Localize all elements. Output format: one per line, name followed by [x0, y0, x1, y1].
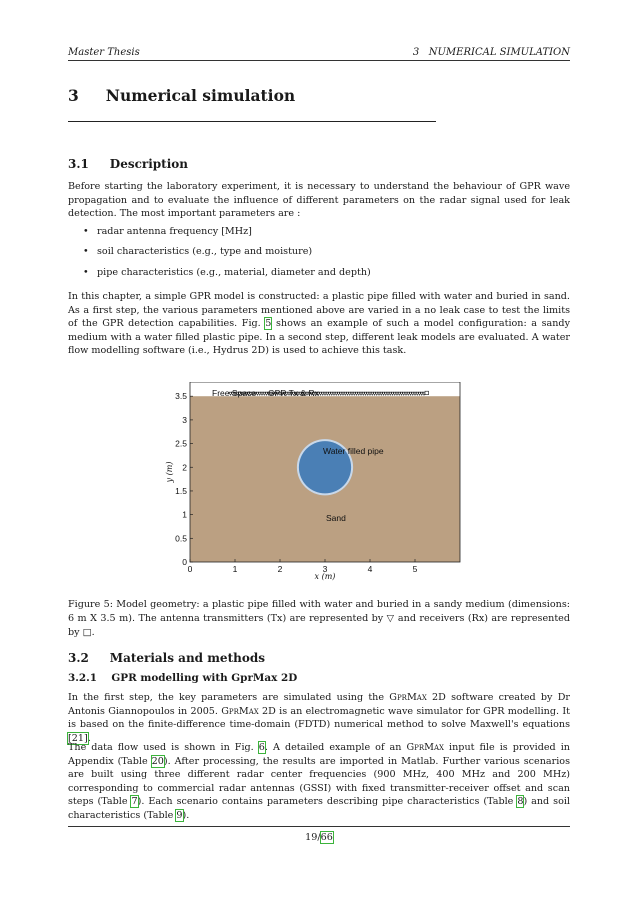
table-reference-link[interactable]: 7	[131, 796, 138, 808]
para-text: ).	[182, 809, 190, 821]
y-tick-label: 2.5	[175, 438, 187, 449]
para-text: ) and soil characteristics (Table	[68, 796, 570, 821]
subsection-number: 3.2.1	[68, 672, 97, 684]
section-heading-description	[68, 157, 188, 171]
x-tick-label: 3	[322, 564, 328, 574]
y-tick-label: 0.5	[175, 533, 187, 544]
paragraph-chapter-overview	[68, 290, 570, 358]
chapter-title	[68, 86, 295, 105]
paragraph-data-flow	[68, 741, 570, 823]
y-tick-label: 3	[182, 414, 187, 425]
pipe-label: Water filled pipe	[323, 446, 384, 456]
figure-caption: Figure 5: Model geometry: a plastic pipe filled with water and buried in a sandy medium (dimensions: 6 m X 3.5 m). The antenna transmitters (Tx) are represented by ▽ and receivers (Rx) are represented by □.	[68, 599, 570, 638]
figure-reference-link[interactable]: 6	[258, 742, 265, 753]
para-text: ). Each scenario contains parameters describing pipe characteristics (Table	[137, 796, 518, 808]
para-text: . A detailed example of an	[264, 742, 407, 753]
para-text: 2D software created by Dr Antonis Giannopoulos in 2005.	[68, 692, 570, 717]
citation-link[interactable]: [21]	[68, 732, 88, 744]
para-text: 2D is an electromagnetic wave simulator for GPR modelling. It is based on the finite-difference time-domain (FDTD) numerical method to solve Maxwell's equations	[68, 705, 570, 731]
para-text: ). After processing, the results are imported in Matlab. Further various scenarios are built using three different radar center frequencies (900 MHz, 400 MHz and 200 MHz) corresponding to commercial radar antennas (GSSI) with fixed transmitter-receiver offset and scan steps (Table	[68, 755, 570, 808]
para-text: .	[87, 732, 91, 744]
y-axis-label: y (m)	[165, 461, 174, 483]
table-reference-link[interactable]: 9	[176, 809, 183, 821]
y-tick-label: 1.5	[175, 485, 187, 496]
x-axis-label: x (m)	[314, 572, 336, 581]
para-text: In this chapter, a simple GPR model is constructed: a plastic pipe filled with water and buried in sand. As a first step, the various parameters mentioned above are varied in a no leak case to test the limits of the GPR detection capabilities. Fig.	[68, 291, 570, 330]
section-number: 3.1	[68, 157, 89, 171]
running-header-left: Master Thesis	[68, 47, 140, 58]
subsection-title: GPR modelling with GprMax 2D	[111, 672, 298, 684]
software-name: GprMax	[389, 692, 427, 703]
section-number: 3.2	[68, 651, 89, 665]
page-number: 19/66	[305, 832, 333, 843]
paragraph-intro: Before starting the laboratory experiment, it is necessary to understand the behaviour of GPR wave propagation and to evaluate the influence of different parameters on the radar signal used for leak detection. The most important parameters are :	[68, 181, 570, 220]
chapter-title-text: Numerical simulation	[105, 86, 296, 105]
bullet-item: • pipe characteristics (e.g., material, diameter and depth)	[83, 267, 371, 278]
table-reference-link[interactable]: 20	[151, 755, 164, 767]
section-title: Description	[109, 157, 188, 171]
y-tick-label: 3.5	[175, 391, 187, 402]
section-heading-materials	[68, 651, 265, 665]
subsection-heading-gprmax	[68, 672, 297, 684]
para-text: In the first step, the key parameters are simulated using the	[68, 692, 390, 703]
para-text: input file is provided in Appendix (Table	[68, 742, 570, 767]
table-reference-link[interactable]: 8	[517, 796, 524, 808]
paragraph-gprmax-intro	[68, 691, 570, 745]
chapter-rule	[68, 121, 436, 122]
sand-label: Sand	[326, 513, 346, 523]
x-tick-label: 5	[412, 564, 418, 574]
chapter-number: 3	[68, 86, 79, 105]
current-page: 19	[305, 832, 318, 843]
free-space-label: Free Space	[212, 388, 256, 398]
para-text: shows an example of such a model configuration: a sandy medium with a water filled plastic pipe. In a second step, different leak models are evaluated. A water flow modelling software (i.e., Hydrus 2D) is used to achieve this task.	[68, 318, 570, 357]
x-tick-label: 4	[367, 564, 373, 574]
gpr-antenna-label: GPR Tx & Rx	[268, 388, 319, 398]
y-tick-label: 2	[182, 462, 187, 473]
section-title: Materials and methods	[109, 651, 265, 665]
software-name: GprMax	[221, 705, 259, 717]
footer-rule	[68, 826, 570, 827]
x-tick-label: 2	[277, 564, 283, 574]
figure-model-geometry	[150, 382, 470, 587]
bullet-text: radar antenna frequency [MHz]	[97, 226, 252, 237]
x-tick-label: 0	[187, 564, 193, 574]
bullet-text: soil characteristics (e.g., type and moisture)	[97, 246, 313, 257]
y-tick-label: 1	[182, 509, 187, 520]
bullet-text: pipe characteristics (e.g., material, diameter and depth)	[97, 267, 371, 278]
bullet-item: • radar antenna frequency [MHz]	[83, 226, 252, 237]
software-name: GprMax	[406, 742, 445, 753]
figure-reference-link[interactable]: 5	[265, 318, 272, 330]
bullet-item: • soil characteristics (e.g., type and moisture)	[83, 246, 313, 257]
y-tick-label: 0	[182, 557, 187, 567]
running-header-right: 3 NUMERICAL SIMULATION	[412, 47, 570, 58]
para-text: The data flow used is shown in Fig.	[68, 742, 259, 753]
receiver-marker	[425, 391, 429, 395]
header-rule	[68, 60, 570, 61]
x-tick-label: 1	[232, 564, 238, 574]
total-pages-link[interactable]: 66	[320, 832, 333, 843]
